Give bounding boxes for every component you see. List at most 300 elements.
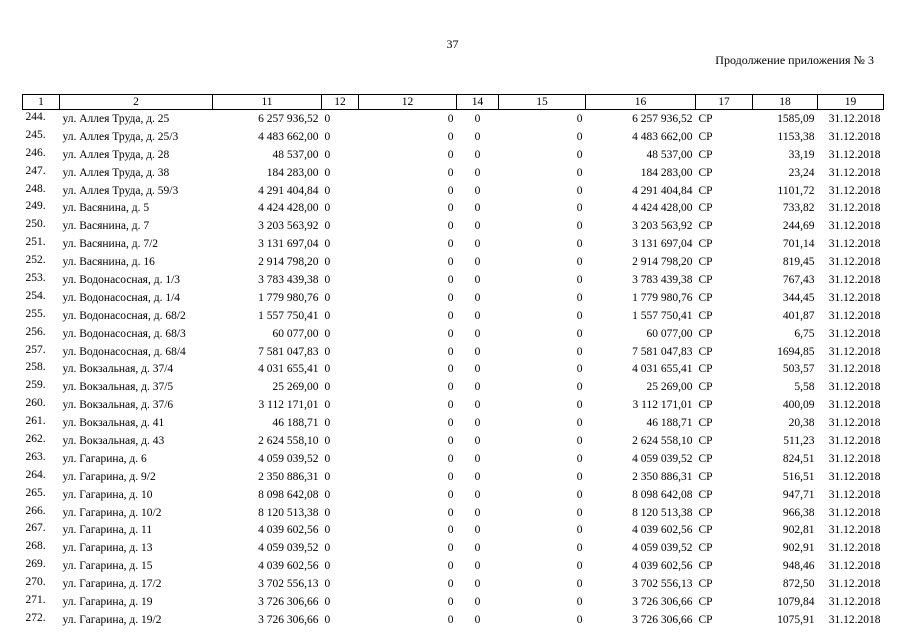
value-cell: 0 bbox=[324, 417, 331, 430]
row-number-cell: 261. bbox=[25, 415, 46, 428]
date-cell: 31.12.2018 bbox=[828, 578, 881, 591]
category-cell: СР bbox=[698, 434, 713, 447]
value-cell: 0 bbox=[576, 506, 583, 519]
value-cell: 4 031 655,41 bbox=[632, 363, 693, 376]
value-cell: 0 bbox=[576, 184, 583, 197]
value-cell: 4 039 602,56 bbox=[258, 524, 319, 537]
date-cell: 31.12.2018 bbox=[828, 595, 881, 608]
value-cell: 0 bbox=[324, 166, 331, 179]
value-cell: 0 bbox=[474, 524, 481, 537]
value-cell: 0 bbox=[474, 166, 481, 179]
address-cell: ул. Аллея Труда, д. 38 bbox=[62, 166, 170, 179]
address-cell: ул. Водонасосная, д. 68/4 bbox=[62, 345, 186, 358]
value-cell: 400,09 bbox=[782, 399, 815, 412]
value-cell: 0 bbox=[324, 434, 331, 447]
value-cell: 0 bbox=[474, 470, 481, 483]
value-cell: 503,57 bbox=[782, 363, 815, 376]
column-header: 12 bbox=[322, 95, 359, 110]
date-cell: 31.12.2018 bbox=[828, 112, 881, 125]
value-cell: 0 bbox=[324, 363, 331, 376]
value-cell: 4 039 602,56 bbox=[258, 560, 319, 573]
category-cell: СР bbox=[698, 542, 713, 555]
date-cell: 31.12.2018 bbox=[828, 613, 881, 626]
row-number-cell: 255. bbox=[25, 307, 46, 320]
value-cell: 0 bbox=[474, 202, 481, 215]
value-cell: 0 bbox=[474, 417, 481, 430]
date-cell: 31.12.2018 bbox=[828, 202, 881, 215]
value-cell: 4 039 602,56 bbox=[632, 560, 693, 573]
value-cell: 4 291 404,84 bbox=[632, 184, 693, 197]
value-cell: 0 bbox=[474, 220, 481, 233]
date-cell: 31.12.2018 bbox=[828, 238, 881, 251]
value-cell: 0 bbox=[474, 381, 481, 394]
row-number-cell: 251. bbox=[25, 236, 46, 249]
value-cell: 0 bbox=[324, 560, 331, 573]
value-cell: 0 bbox=[576, 470, 583, 483]
column-header: 15 bbox=[499, 95, 586, 110]
value-cell: 3 131 697,04 bbox=[258, 238, 319, 251]
table-row bbox=[23, 593, 884, 611]
row-number-cell: 250. bbox=[25, 218, 46, 231]
value-cell: 0 bbox=[474, 613, 481, 626]
value-cell: 0 bbox=[576, 220, 583, 233]
value-cell: 6,75 bbox=[794, 327, 815, 340]
row-number-cell: 257. bbox=[25, 343, 46, 356]
value-cell: 0 bbox=[576, 309, 583, 322]
value-cell: 0 bbox=[324, 148, 331, 161]
value-cell: 0 bbox=[447, 291, 454, 304]
table-row bbox=[23, 307, 884, 325]
value-cell: 0 bbox=[324, 256, 331, 269]
value-cell: 2 350 886,31 bbox=[632, 470, 693, 483]
value-cell: 0 bbox=[576, 524, 583, 537]
date-cell: 31.12.2018 bbox=[828, 130, 881, 143]
table-row bbox=[23, 486, 884, 504]
value-cell: 46 188,71 bbox=[646, 417, 693, 430]
address-cell: ул. Гагарина, д. 10 bbox=[62, 488, 153, 501]
category-cell: СР bbox=[698, 327, 713, 340]
table-row bbox=[23, 414, 884, 432]
value-cell: 0 bbox=[447, 542, 454, 555]
date-cell: 31.12.2018 bbox=[828, 220, 881, 233]
value-cell: 1694,85 bbox=[777, 345, 815, 358]
value-cell: 516,51 bbox=[782, 470, 815, 483]
value-cell: 60 077,00 bbox=[272, 327, 319, 340]
value-cell: 4 483 662,00 bbox=[258, 130, 319, 143]
value-cell: 0 bbox=[576, 273, 583, 286]
value-cell: 4 039 602,56 bbox=[632, 524, 693, 537]
value-cell: 0 bbox=[324, 470, 331, 483]
value-cell: 1 557 750,41 bbox=[258, 309, 319, 322]
value-cell: 0 bbox=[576, 452, 583, 465]
column-header: 11 bbox=[213, 95, 322, 110]
value-cell: 0 bbox=[474, 309, 481, 322]
table-row bbox=[23, 146, 884, 164]
value-cell: 0 bbox=[324, 238, 331, 251]
value-cell: 0 bbox=[324, 399, 331, 412]
column-header: 17 bbox=[696, 95, 753, 110]
date-cell: 31.12.2018 bbox=[828, 452, 881, 465]
category-cell: СР bbox=[698, 238, 713, 251]
table-row bbox=[23, 128, 884, 146]
value-cell: 0 bbox=[576, 488, 583, 501]
category-cell: СР bbox=[698, 202, 713, 215]
value-cell: 4 059 039,52 bbox=[632, 452, 693, 465]
category-cell: СР bbox=[698, 506, 713, 519]
category-cell: СР bbox=[698, 595, 713, 608]
row-number-cell: 272. bbox=[25, 611, 46, 624]
appendix-continuation-label: Продолжение приложения № 3 bbox=[715, 53, 874, 67]
address-cell: ул. Аллея Труда, д. 25 bbox=[62, 112, 170, 125]
category-cell: СР bbox=[698, 273, 713, 286]
category-cell: СР bbox=[698, 363, 713, 376]
address-cell: ул. Аллея Труда, д. 28 bbox=[62, 148, 170, 161]
value-cell: 60 077,00 bbox=[646, 327, 693, 340]
date-cell: 31.12.2018 bbox=[828, 327, 881, 340]
row-number-cell: 266. bbox=[25, 504, 46, 517]
value-cell: 0 bbox=[447, 470, 454, 483]
value-cell: 948,46 bbox=[782, 560, 815, 573]
value-cell: 3 726 306,66 bbox=[632, 595, 693, 608]
row-number-cell: 271. bbox=[25, 594, 46, 607]
date-cell: 31.12.2018 bbox=[828, 381, 881, 394]
value-cell: 0 bbox=[474, 452, 481, 465]
value-cell: 46 188,71 bbox=[272, 417, 319, 430]
address-cell: ул. Гагарина, д. 19 bbox=[62, 595, 153, 608]
date-cell: 31.12.2018 bbox=[828, 309, 881, 322]
value-cell: 0 bbox=[324, 291, 331, 304]
value-cell: 0 bbox=[576, 238, 583, 251]
row-number-cell: 249. bbox=[25, 200, 46, 213]
row-number-cell: 270. bbox=[25, 576, 46, 589]
table-row bbox=[23, 235, 884, 253]
column-header: 19 bbox=[818, 95, 884, 110]
value-cell: 0 bbox=[324, 202, 331, 215]
row-number-cell: 254. bbox=[25, 289, 46, 302]
value-cell: 8 120 513,38 bbox=[258, 506, 319, 519]
value-cell: 1153,38 bbox=[777, 130, 815, 143]
value-cell: 872,50 bbox=[782, 578, 815, 591]
row-number-cell: 260. bbox=[25, 397, 46, 410]
row-number-cell: 269. bbox=[25, 558, 46, 571]
value-cell: 0 bbox=[576, 399, 583, 412]
table-row bbox=[23, 199, 884, 217]
address-cell: ул. Васянина, д. 5 bbox=[62, 202, 150, 215]
value-cell: 1 557 750,41 bbox=[632, 309, 693, 322]
table-row bbox=[23, 450, 884, 468]
date-cell: 31.12.2018 bbox=[828, 560, 881, 573]
value-cell: 3 702 556,13 bbox=[632, 578, 693, 591]
address-cell: ул. Гагарина, д. 11 bbox=[62, 524, 153, 537]
value-cell: 902,91 bbox=[782, 542, 815, 555]
value-cell: 0 bbox=[474, 112, 481, 125]
value-cell: 3 726 306,66 bbox=[258, 595, 319, 608]
value-cell: 0 bbox=[447, 399, 454, 412]
table-row bbox=[23, 396, 884, 414]
value-cell: 0 bbox=[324, 595, 331, 608]
address-cell: ул. Вокзальная, д. 37/4 bbox=[62, 363, 174, 376]
value-cell: 0 bbox=[576, 363, 583, 376]
category-cell: СР bbox=[698, 381, 713, 394]
row-number-cell: 248. bbox=[25, 182, 46, 195]
value-cell: 0 bbox=[447, 112, 454, 125]
value-cell: 0 bbox=[474, 327, 481, 340]
value-cell: 0 bbox=[324, 130, 331, 143]
value-cell: 0 bbox=[576, 542, 583, 555]
value-cell: 0 bbox=[474, 488, 481, 501]
table-row bbox=[23, 611, 884, 629]
value-cell: 20,38 bbox=[788, 417, 815, 430]
value-cell: 0 bbox=[447, 202, 454, 215]
row-number-cell: 258. bbox=[25, 361, 46, 374]
value-cell: 819,45 bbox=[782, 256, 815, 269]
value-cell: 947,71 bbox=[782, 488, 815, 501]
date-cell: 31.12.2018 bbox=[828, 256, 881, 269]
value-cell: 0 bbox=[474, 506, 481, 519]
table-row bbox=[23, 217, 884, 235]
value-cell: 0 bbox=[324, 506, 331, 519]
date-cell: 31.12.2018 bbox=[828, 166, 881, 179]
value-cell: 0 bbox=[474, 578, 481, 591]
value-cell: 7 581 047,83 bbox=[632, 345, 693, 358]
value-cell: 4 059 039,52 bbox=[632, 542, 693, 555]
value-cell: 184 283,00 bbox=[640, 166, 693, 179]
column-header: 12 bbox=[359, 95, 457, 110]
value-cell: 701,14 bbox=[782, 238, 815, 251]
category-cell: СР bbox=[698, 524, 713, 537]
value-cell: 0 bbox=[447, 595, 454, 608]
value-cell: 0 bbox=[324, 112, 331, 125]
value-cell: 3 783 439,38 bbox=[632, 273, 693, 286]
value-cell: 0 bbox=[576, 595, 583, 608]
value-cell: 0 bbox=[474, 148, 481, 161]
address-cell: ул. Васянина, д. 7/2 bbox=[62, 238, 159, 251]
value-cell: 1 779 980,76 bbox=[258, 291, 319, 304]
address-cell: ул. Вокзальная, д. 41 bbox=[62, 417, 165, 430]
value-cell: 4 424 428,00 bbox=[632, 202, 693, 215]
table-row bbox=[23, 521, 884, 539]
value-cell: 0 bbox=[324, 488, 331, 501]
value-cell: 1 779 980,76 bbox=[632, 291, 693, 304]
value-cell: 0 bbox=[447, 613, 454, 626]
value-cell: 0 bbox=[474, 130, 481, 143]
table-row bbox=[23, 557, 884, 575]
value-cell: 0 bbox=[447, 220, 454, 233]
category-cell: СР bbox=[698, 130, 713, 143]
value-cell: 733,82 bbox=[782, 202, 815, 215]
value-cell: 1585,09 bbox=[777, 112, 815, 125]
value-cell: 48 537,00 bbox=[646, 148, 693, 161]
value-cell: 0 bbox=[474, 345, 481, 358]
category-cell: СР bbox=[698, 452, 713, 465]
value-cell: 0 bbox=[447, 506, 454, 519]
value-cell: 0 bbox=[324, 452, 331, 465]
row-number-cell: 259. bbox=[25, 379, 46, 392]
value-cell: 0 bbox=[576, 560, 583, 573]
value-cell: 0 bbox=[447, 452, 454, 465]
value-cell: 8 098 642,08 bbox=[258, 488, 319, 501]
category-cell: СР bbox=[698, 112, 713, 125]
date-cell: 31.12.2018 bbox=[828, 470, 881, 483]
value-cell: 2 350 886,31 bbox=[258, 470, 319, 483]
table-row bbox=[23, 343, 884, 361]
value-cell: 0 bbox=[324, 327, 331, 340]
table-row bbox=[23, 325, 884, 343]
category-cell: СР bbox=[698, 184, 713, 197]
value-cell: 0 bbox=[576, 417, 583, 430]
row-number-cell: 263. bbox=[25, 450, 46, 463]
value-cell: 3 726 306,66 bbox=[258, 613, 319, 626]
address-cell: ул. Гагарина, д. 10/2 bbox=[62, 506, 162, 519]
address-cell: ул. Васянина, д. 7 bbox=[62, 220, 150, 233]
category-cell: СР bbox=[698, 220, 713, 233]
value-cell: 0 bbox=[447, 578, 454, 591]
address-cell: ул. Водонасосная, д. 1/3 bbox=[62, 273, 181, 286]
value-cell: 0 bbox=[324, 184, 331, 197]
address-cell: ул. Водонасосная, д. 68/3 bbox=[62, 327, 186, 340]
value-cell: 4 424 428,00 bbox=[258, 202, 319, 215]
value-cell: 0 bbox=[324, 524, 331, 537]
value-cell: 0 bbox=[324, 220, 331, 233]
address-cell: ул. Водонасосная, д. 68/2 bbox=[62, 309, 186, 322]
value-cell: 0 bbox=[474, 273, 481, 286]
table-row bbox=[23, 110, 884, 128]
value-cell: 0 bbox=[447, 130, 454, 143]
value-cell: 0 bbox=[447, 363, 454, 376]
value-cell: 824,51 bbox=[782, 452, 815, 465]
value-cell: 511,23 bbox=[783, 434, 815, 447]
row-number-cell: 252. bbox=[25, 254, 46, 267]
value-cell: 401,87 bbox=[782, 309, 815, 322]
value-cell: 1101,72 bbox=[777, 184, 815, 197]
category-cell: СР bbox=[698, 613, 713, 626]
value-cell: 966,38 bbox=[782, 506, 815, 519]
value-cell: 0 bbox=[576, 327, 583, 340]
value-cell: 0 bbox=[447, 381, 454, 394]
table-row bbox=[23, 271, 884, 289]
date-cell: 31.12.2018 bbox=[828, 399, 881, 412]
value-cell: 1079,84 bbox=[777, 595, 815, 608]
address-cell: ул. Гагарина, д. 15 bbox=[62, 560, 153, 573]
value-cell: 23,24 bbox=[788, 166, 815, 179]
address-cell: ул. Вокзальная, д. 37/6 bbox=[62, 399, 174, 412]
value-cell: 48 537,00 bbox=[272, 148, 319, 161]
value-cell: 4 031 655,41 bbox=[258, 363, 319, 376]
value-cell: 2 624 558,10 bbox=[632, 434, 693, 447]
value-cell: 0 bbox=[447, 238, 454, 251]
value-cell: 0 bbox=[474, 238, 481, 251]
row-number-cell: 246. bbox=[25, 146, 46, 159]
table-row bbox=[23, 432, 884, 450]
row-number-cell: 244. bbox=[25, 111, 46, 123]
value-cell: 0 bbox=[474, 256, 481, 269]
value-cell: 0 bbox=[324, 273, 331, 286]
value-cell: 8 120 513,38 bbox=[632, 506, 693, 519]
address-cell: ул. Гагарина, д. 9/2 bbox=[62, 470, 156, 483]
value-cell: 4 059 039,52 bbox=[258, 452, 319, 465]
value-cell: 0 bbox=[474, 184, 481, 197]
value-cell: 7 581 047,83 bbox=[258, 345, 319, 358]
value-cell: 0 bbox=[447, 166, 454, 179]
value-cell: 33,19 bbox=[788, 148, 815, 161]
row-number-cell: 264. bbox=[25, 468, 46, 481]
row-number-cell: 247. bbox=[25, 164, 46, 177]
value-cell: 0 bbox=[324, 542, 331, 555]
category-cell: СР bbox=[698, 488, 713, 501]
table-row bbox=[23, 182, 884, 200]
category-cell: СР bbox=[698, 578, 713, 591]
row-number-cell: 267. bbox=[25, 522, 46, 535]
date-cell: 31.12.2018 bbox=[828, 434, 881, 447]
category-cell: СР bbox=[698, 560, 713, 573]
date-cell: 31.12.2018 bbox=[828, 184, 881, 197]
row-number-cell: 253. bbox=[25, 272, 46, 285]
value-cell: 0 bbox=[324, 309, 331, 322]
date-cell: 31.12.2018 bbox=[828, 506, 881, 519]
address-cell: ул. Вокзальная, д. 43 bbox=[62, 434, 165, 447]
value-cell: 1075,91 bbox=[777, 613, 815, 626]
value-cell: 0 bbox=[447, 524, 454, 537]
table-row bbox=[23, 539, 884, 557]
date-cell: 31.12.2018 bbox=[828, 291, 881, 304]
value-cell: 8 098 642,08 bbox=[632, 488, 693, 501]
value-cell: 0 bbox=[576, 166, 583, 179]
address-cell: ул. Вокзальная, д. 37/5 bbox=[62, 381, 174, 394]
page-number: 37 bbox=[446, 37, 459, 51]
address-cell: ул. Васянина, д. 16 bbox=[62, 256, 155, 269]
address-cell: ул. Аллея Труда, д. 25/3 bbox=[62, 130, 179, 143]
value-cell: 902,81 bbox=[782, 524, 815, 537]
table-header-row bbox=[23, 95, 884, 110]
address-cell: ул. Гагарина, д. 6 bbox=[62, 452, 147, 465]
value-cell: 0 bbox=[447, 309, 454, 322]
date-cell: 31.12.2018 bbox=[828, 273, 881, 286]
value-cell: 0 bbox=[576, 130, 583, 143]
value-cell: 0 bbox=[447, 184, 454, 197]
row-number-cell: 245. bbox=[25, 128, 46, 141]
value-cell: 0 bbox=[474, 363, 481, 376]
row-number-cell: 268. bbox=[25, 540, 46, 553]
address-cell: ул. Гагарина, д. 13 bbox=[62, 542, 153, 555]
value-cell: 3 112 171,01 bbox=[258, 399, 319, 412]
value-cell: 0 bbox=[447, 434, 454, 447]
value-cell: 0 bbox=[324, 578, 331, 591]
value-cell: 2 624 558,10 bbox=[258, 434, 319, 447]
table-row bbox=[23, 253, 884, 271]
value-cell: 25 269,00 bbox=[272, 381, 319, 394]
value-cell: 0 bbox=[324, 345, 331, 358]
value-cell: 0 bbox=[576, 613, 583, 626]
value-cell: 0 bbox=[474, 434, 481, 447]
row-number-cell: 262. bbox=[25, 433, 46, 446]
address-cell: ул. Гагарина, д. 19/2 bbox=[62, 613, 162, 626]
value-cell: 0 bbox=[447, 273, 454, 286]
value-cell: 0 bbox=[576, 578, 583, 591]
value-cell: 244,69 bbox=[782, 220, 815, 233]
value-cell: 0 bbox=[576, 381, 583, 394]
category-cell: СР bbox=[698, 291, 713, 304]
value-cell: 3 203 563,92 bbox=[632, 220, 693, 233]
column-header: 14 bbox=[457, 95, 499, 110]
date-cell: 31.12.2018 bbox=[828, 345, 881, 358]
value-cell: 4 483 662,00 bbox=[632, 130, 693, 143]
table-row bbox=[23, 378, 884, 396]
value-cell: 3 726 306,66 bbox=[632, 613, 693, 626]
date-cell: 31.12.2018 bbox=[828, 417, 881, 430]
value-cell: 0 bbox=[447, 256, 454, 269]
value-cell: 4 291 404,84 bbox=[258, 184, 319, 197]
value-cell: 6 257 936,52 bbox=[632, 112, 693, 125]
